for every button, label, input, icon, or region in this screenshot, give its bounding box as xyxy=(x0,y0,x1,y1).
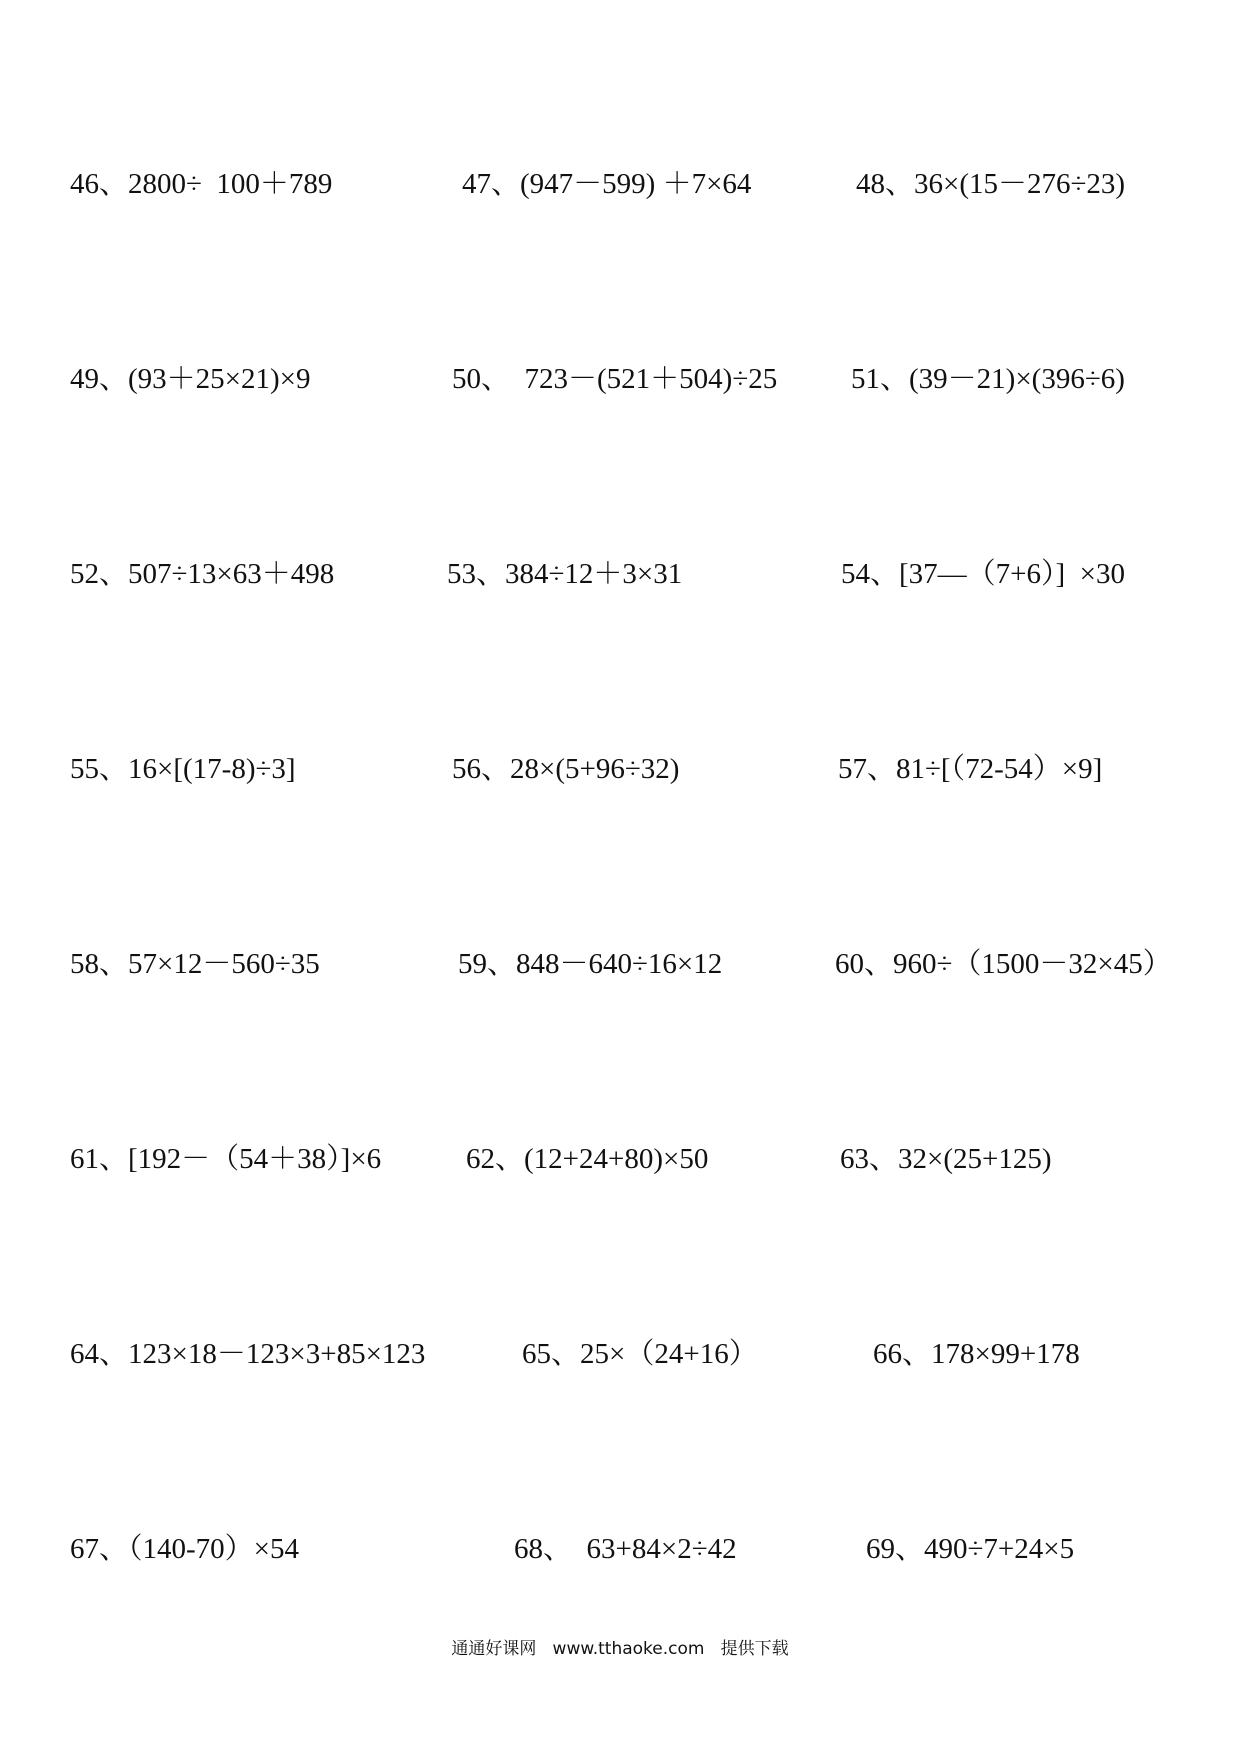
problem-51: 51、(39－21)×(396÷6) xyxy=(851,363,1125,395)
problem-53: 53、384÷12＋3×31 xyxy=(447,558,683,590)
problem-52: 52、507÷13×63＋498 xyxy=(70,558,335,590)
problem-56: 56、28×(5+96÷32) xyxy=(452,753,680,785)
problem-61: 61、[192－（54＋38）]×6 xyxy=(70,1143,382,1175)
problem-69: 69、490÷7+24×5 xyxy=(866,1533,1075,1565)
problem-49: 49、(93＋25×21)×9 xyxy=(70,363,311,395)
problem-64: 64、123×18－123×3+85×123 xyxy=(70,1338,426,1370)
problem-55: 55、16×[(17-8)÷3] xyxy=(70,753,296,785)
footer-credit: 通通好课网 www.tthaoke.com 提供下载 xyxy=(451,1639,789,1659)
problem-46: 46、2800÷ 100＋789 xyxy=(70,168,333,200)
problem-62: 62、(12+24+80)×50 xyxy=(466,1143,709,1175)
problem-47: 47、(947－599) ＋7×64 xyxy=(462,168,752,200)
problem-54: 54、[37—（7+6）] ×30 xyxy=(841,558,1126,590)
problem-50: 50、 723－(521＋504)÷25 xyxy=(452,363,778,395)
problem-60: 60、960÷（1500－32×45） xyxy=(835,948,1172,980)
problem-57: 57、81÷[（72-54）×9] xyxy=(838,753,1103,785)
problem-68: 68、 63+84×2÷42 xyxy=(514,1533,737,1565)
problem-59: 59、848－640÷16×12 xyxy=(458,948,723,980)
problem-65: 65、25×（24+16） xyxy=(522,1338,758,1370)
problem-67: 67、（140-70）×54 xyxy=(70,1533,300,1565)
problem-63: 63、32×(25+125) xyxy=(840,1143,1052,1175)
problem-58: 58、57×12－560÷35 xyxy=(70,948,320,980)
problem-48: 48、36×(15－276÷23) xyxy=(856,168,1126,200)
problem-66: 66、178×99+178 xyxy=(873,1338,1080,1370)
